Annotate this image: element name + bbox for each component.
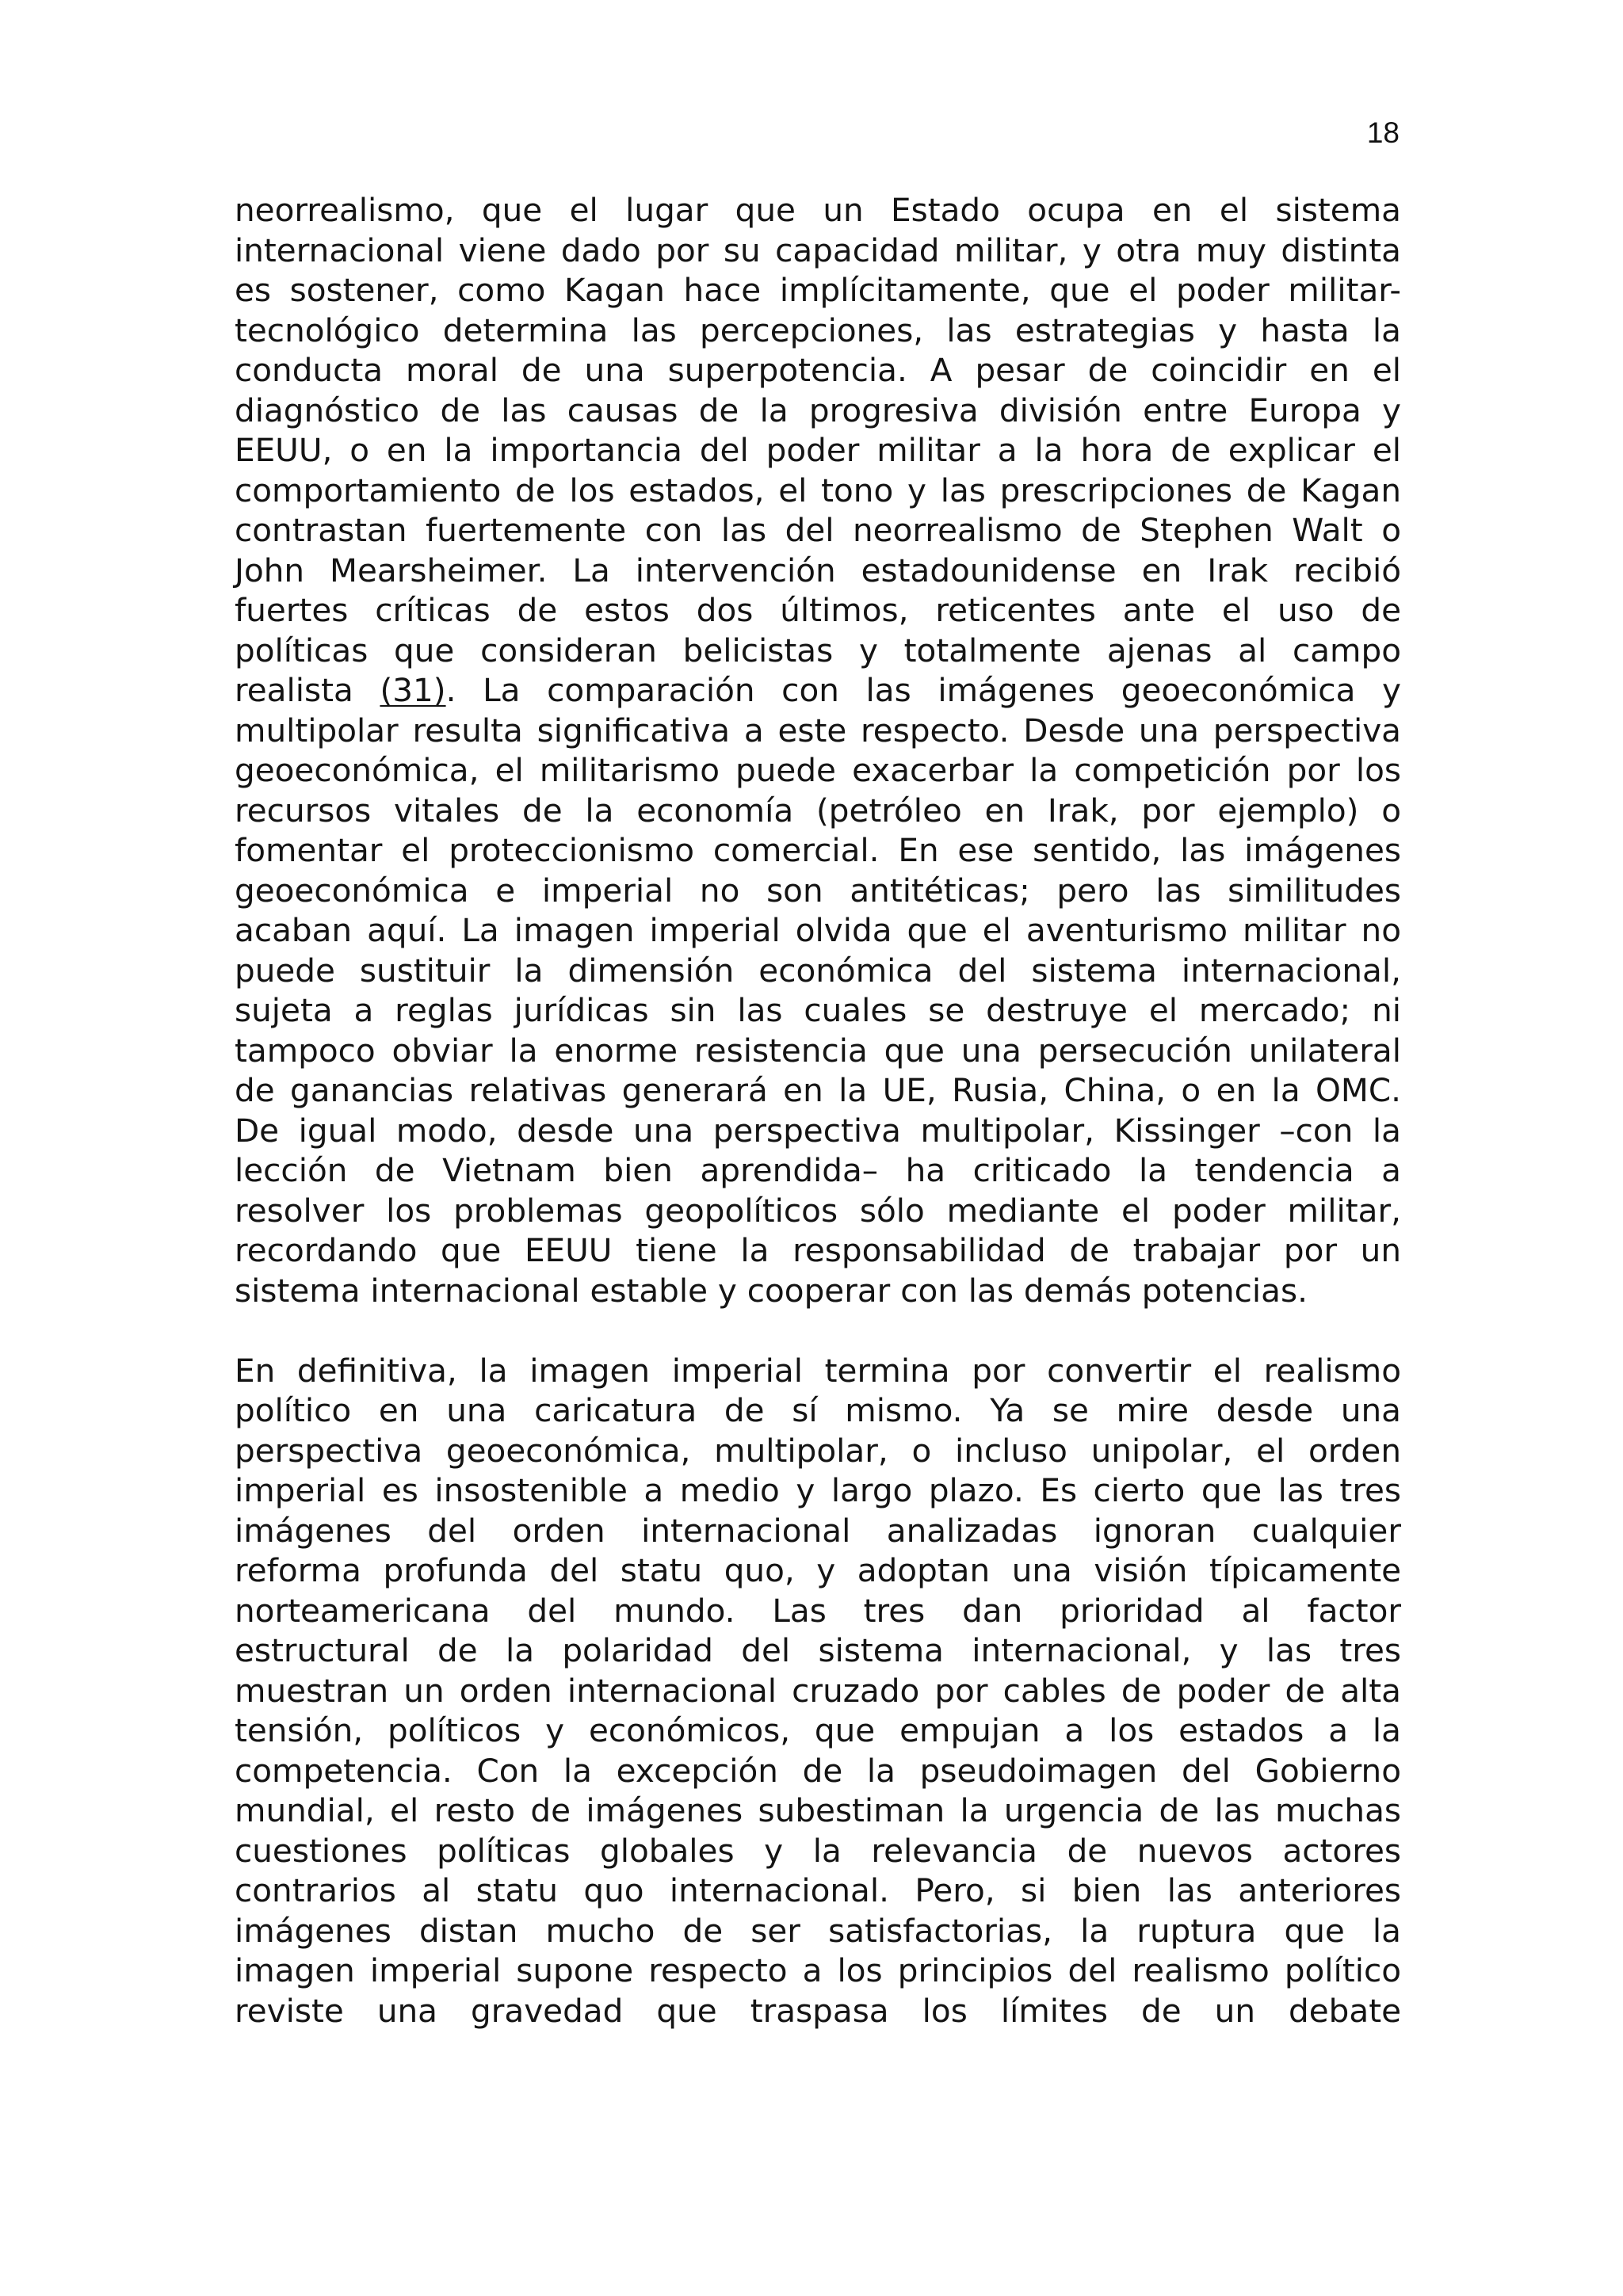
text-segment: realista <box>235 671 380 709</box>
text-line: estructural de la polaridad del sistema internacional, y las tres <box>235 1631 1401 1669</box>
text-line: fomentar el proteccionismo comercial. En ese sentido, las imágenes <box>235 831 1401 869</box>
text-line: recordando que EEUU tiene la responsabilidad de trabajar por un <box>235 1231 1401 1269</box>
text-line: sistema internacional estable y cooperar con las demás potencias. <box>235 1271 1308 1310</box>
text-line: En definitiva, la imagen imperial termina por convertir el realismo <box>235 1351 1401 1390</box>
text-line: internacional viene dado por su capacidad militar, y otra muy distinta <box>235 231 1401 269</box>
text-line: tampoco obviar la enorme resistencia que una persecución unilateral <box>235 1031 1401 1070</box>
text-line: competencia. Con la excepción de la pseudoimagen del Gobierno <box>235 1751 1401 1790</box>
text-line: es sostener, como Kagan hace implícitamente, que el poder militar- <box>235 271 1401 309</box>
paragraph-spacer <box>235 1310 1401 1351</box>
text-line: cuestiones políticas globales y la relevancia de nuevos actores <box>235 1831 1401 1870</box>
text-line: norteamericana del mundo. Las tres dan prioridad al factor <box>235 1591 1401 1630</box>
text-line: reforma profunda del statu quo, y adoptan una visión típicamente <box>235 1551 1401 1589</box>
text-line: neorrealismo, que el lugar que un Estado ocupa en el sistema <box>235 191 1401 229</box>
text-line: perspectiva geoeconómica, multipolar, o incluso unipolar, el orden <box>235 1431 1401 1470</box>
text-line: John Mearsheimer. La intervención estadounidense en Irak recibió <box>235 551 1401 589</box>
text-segment: . La comparación con las imágenes geoeconómica y <box>445 671 1401 709</box>
text-line: fuertes críticas de estos dos últimos, reticentes ante el uso de <box>235 591 1401 629</box>
paragraph-1 <box>235 190 1401 1310</box>
text-line: de ganancias relativas generará en la UE, Rusia, China, o en la OMC. <box>235 1071 1401 1109</box>
text-line: sujeta a reglas jurídicas sin las cuales se destruye el mercado; ni <box>235 991 1401 1029</box>
text-line: puede sustituir la dimensión económica del sistema internacional, <box>235 951 1401 990</box>
text-line-with-reference <box>235 670 1401 711</box>
text-line: reviste una gravedad que traspasa los límites de un debate <box>235 1991 1401 2030</box>
text-line: geoeconómica e imperial no son antitéticas; pero las similitudes <box>235 871 1401 910</box>
text-line: lección de Vietnam bien aprendida– ha criticado la tendencia a <box>235 1151 1401 1189</box>
body-text <box>235 190 1401 2031</box>
text-line: políticas que consideran belicistas y totalmente ajenas al campo <box>235 631 1401 669</box>
text-line: imperial es insostenible a medio y largo plazo. Es cierto que las tres <box>235 1471 1401 1509</box>
text-line: contrarios al statu quo internacional. Pero, si bien las anteriores <box>235 1871 1401 1909</box>
text-line: conducta moral de una superpotencia. A pesar de coincidir en el <box>235 351 1401 389</box>
text-line: imagen imperial supone respecto a los principios del realismo político <box>235 1951 1401 1989</box>
text-line: político en una caricatura de sí mismo. Ya se mire desde una <box>235 1391 1401 1429</box>
text-line: tensión, políticos y económicos, que empujan a los estados a la <box>235 1711 1401 1749</box>
text-line: imágenes del orden internacional analizadas ignoran cualquier <box>235 1511 1401 1550</box>
text-line: tecnológico determina las percepciones, las estrategias y hasta la <box>235 311 1401 349</box>
text-line: mundial, el resto de imágenes subestiman la urgencia de las muchas <box>235 1791 1401 1829</box>
text-line: imágenes distan mucho de ser satisfactorias, la ruptura que la <box>235 1911 1401 1950</box>
text-line: geoeconómica, el militarismo puede exacerbar la competición por los <box>235 751 1401 789</box>
text-line: contrastan fuertemente con las del neorrealismo de Stephen Walt o <box>235 511 1401 549</box>
text-line: multipolar resulta significativa a este respecto. Desde una perspectiva <box>235 711 1401 749</box>
text-line: acaban aquí. La imagen imperial olvida que el aventurismo militar no <box>235 911 1401 949</box>
text-line: resolver los problemas geopolíticos sólo mediante el poder militar, <box>235 1191 1401 1230</box>
text-line: diagnóstico de las causas de la progresiva división entre Europa y <box>235 391 1401 429</box>
footnote-reference-link[interactable]: (31) <box>380 671 446 709</box>
text-line: muestran un orden internacional cruzado por cables de poder de alta <box>235 1671 1401 1710</box>
text-line: EEUU, o en la importancia del poder militar a la hora de explicar el <box>235 431 1401 469</box>
text-line: recursos vitales de la economía (petróleo en Irak, por ejemplo) o <box>235 791 1401 830</box>
paragraph-2 <box>235 1351 1401 2031</box>
page-number: 18 <box>1366 116 1400 149</box>
text-line: De igual modo, desde una perspectiva multipolar, Kissinger –con la <box>235 1111 1401 1150</box>
text-line: comportamiento de los estados, el tono y las prescripciones de Kagan <box>235 471 1401 509</box>
